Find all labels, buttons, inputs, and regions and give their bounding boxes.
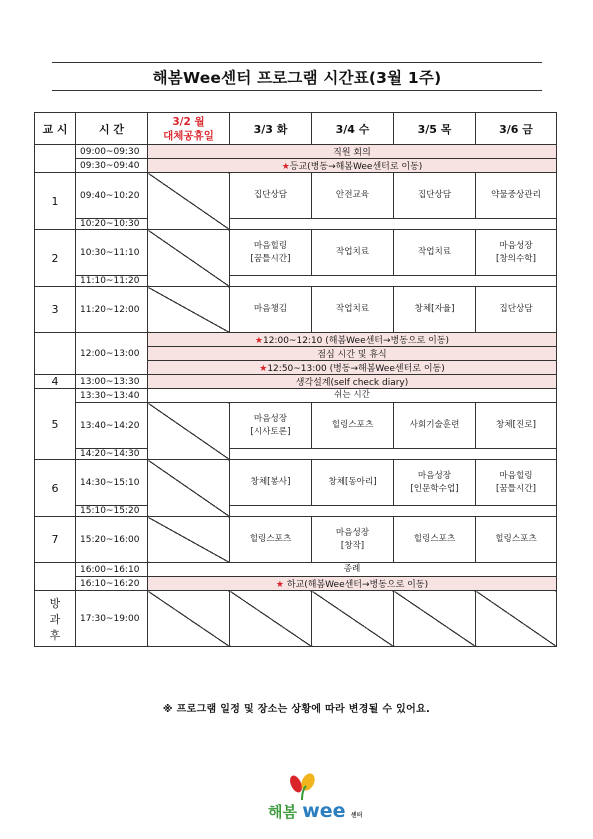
time-cell: 13:40~14:20 bbox=[76, 403, 148, 449]
period-number: 6 bbox=[35, 460, 76, 517]
class-cell: 창체[봉사] bbox=[230, 460, 312, 506]
star-icon: ★ bbox=[254, 336, 263, 346]
self-check-diary: 생각설계(self check diary) bbox=[148, 375, 557, 389]
title-bottom-line bbox=[52, 90, 542, 91]
table-row bbox=[35, 389, 557, 403]
table-row bbox=[35, 506, 557, 517]
table-row bbox=[35, 517, 557, 563]
period-cell-empty bbox=[35, 145, 76, 173]
class-cell: 마음성장 [시사토론] bbox=[230, 403, 312, 449]
class-cell: 마음챙김 bbox=[230, 287, 312, 333]
staff-meeting: 직원 회의 bbox=[148, 145, 557, 159]
class-cell: 마음성장 [창작] bbox=[312, 517, 394, 563]
header-tuesday: 3/3 화 bbox=[230, 113, 312, 145]
period-cell-empty bbox=[35, 333, 76, 375]
time-cell: 14:30~15:10 bbox=[76, 460, 148, 506]
period-number: 3 bbox=[35, 287, 76, 333]
empty-cell bbox=[230, 591, 312, 647]
class-cell: 마음성장 [인문학수업] bbox=[394, 460, 476, 506]
empty-cell bbox=[312, 591, 394, 647]
period-number: 5 bbox=[35, 389, 76, 460]
break-cell bbox=[230, 506, 557, 517]
class-cell: 힐링스포츠 bbox=[476, 517, 557, 563]
time-cell: 15:20~16:00 bbox=[76, 517, 148, 563]
time-cell: 11:10~11:20 bbox=[76, 276, 148, 287]
table-row bbox=[35, 591, 557, 647]
monday-empty-cell bbox=[148, 173, 230, 230]
class-cell: 작업치료 bbox=[394, 230, 476, 276]
time-cell: 13:00~13:30 bbox=[76, 375, 148, 389]
star-icon: ★ bbox=[281, 162, 290, 172]
class-cell: 창체[자율] bbox=[394, 287, 476, 333]
table-row bbox=[35, 460, 557, 506]
star-icon: ★ bbox=[275, 580, 284, 590]
monday-empty-cell bbox=[148, 287, 230, 333]
time-cell: 09:40~10:20 bbox=[76, 173, 148, 219]
time-cell: 14:20~14:30 bbox=[76, 449, 148, 460]
table-row bbox=[35, 230, 557, 276]
table-row bbox=[35, 219, 557, 230]
class-cell: 사회기술훈련 bbox=[394, 403, 476, 449]
class-cell: 힐링스포츠 bbox=[230, 517, 312, 563]
header-thursday: 3/5 목 bbox=[394, 113, 476, 145]
time-cell: 15:10~15:20 bbox=[76, 506, 148, 517]
monday-empty-cell bbox=[148, 460, 230, 517]
time-cell: 11:20~12:00 bbox=[76, 287, 148, 333]
empty-cell bbox=[148, 591, 230, 647]
class-cell: 창체[동아리] bbox=[312, 460, 394, 506]
class-cell: 안전교육 bbox=[312, 173, 394, 219]
header-wednesday: 3/4 수 bbox=[312, 113, 394, 145]
break-cell bbox=[230, 219, 557, 230]
time-cell: 16:10~16:20 bbox=[76, 577, 148, 591]
lunch-move-in: ★12:50~13:00 (병동→해봄Wee센터로 이동) bbox=[148, 361, 557, 375]
table-row bbox=[35, 145, 557, 159]
title-block bbox=[52, 62, 542, 91]
star-icon: ★ bbox=[259, 364, 268, 374]
table-row bbox=[35, 276, 557, 287]
dismissal-move: ★ 하교(해봄Wee센터→병동으로 이동) bbox=[148, 577, 557, 591]
logo-haebom: 해봄 bbox=[268, 803, 297, 821]
table-row bbox=[35, 563, 557, 577]
class-cell: 작업치료 bbox=[312, 230, 394, 276]
time-cell: 10:20~10:30 bbox=[76, 219, 148, 230]
header-time: 시 간 bbox=[76, 113, 148, 145]
logo-center: 센터 bbox=[350, 812, 363, 819]
schedule-note: ※ 프로그램 일정 및 장소는 상황에 따라 변경될 수 있어요. bbox=[162, 704, 431, 715]
lunch-move-out: ★12:00~12:10 (해봄Wee센터→병동으로 이동) bbox=[148, 333, 557, 347]
table-row bbox=[35, 159, 557, 173]
class-cell: 집단상담 bbox=[476, 287, 557, 333]
time-cell: 13:30~13:40 bbox=[76, 389, 148, 403]
header-monday bbox=[148, 113, 230, 145]
class-cell: 창체[진로] bbox=[476, 403, 557, 449]
logo-wee: wee bbox=[302, 800, 346, 822]
time-cell: 17:30~19:00 bbox=[76, 591, 148, 647]
page-title: 해봄Wee센터 프로그램 시간표(3월 1주) bbox=[152, 69, 442, 87]
rest-time: 쉬는 시간 bbox=[148, 389, 557, 403]
monday-empty-cell bbox=[148, 403, 230, 460]
header-monday-date: 3/2 월 bbox=[172, 115, 205, 128]
time-cell: 09:30~09:40 bbox=[76, 159, 148, 173]
class-cell: 마음힐링 [꿈틀시간] bbox=[476, 460, 557, 506]
timetable bbox=[34, 112, 557, 647]
time-cell: 09:00~09:30 bbox=[76, 145, 148, 159]
closing-meeting: 종례 bbox=[148, 563, 557, 577]
period-number: 1 bbox=[35, 173, 76, 230]
time-cell: 10:30~11:10 bbox=[76, 230, 148, 276]
header-period: 교 시 bbox=[35, 113, 76, 145]
break-cell bbox=[230, 276, 557, 287]
header-monday-holiday: 대체공휴일 bbox=[163, 129, 214, 142]
table-row bbox=[35, 375, 557, 389]
table-row bbox=[35, 577, 557, 591]
class-cell: 작업치료 bbox=[312, 287, 394, 333]
class-cell: 마음성장 [창의수학] bbox=[476, 230, 557, 276]
class-cell: 힐링스포츠 bbox=[312, 403, 394, 449]
after-school-label: 방 과 후 bbox=[35, 591, 76, 647]
time-cell: 16:00~16:10 bbox=[76, 563, 148, 577]
table-row bbox=[35, 449, 557, 460]
empty-cell bbox=[476, 591, 557, 647]
time-cell: 12:00~13:00 bbox=[76, 333, 148, 375]
table-row bbox=[35, 287, 557, 333]
lunch-break: 점심 시간 및 휴식 bbox=[148, 347, 557, 361]
class-cell: 힐링스포츠 bbox=[394, 517, 476, 563]
table-row bbox=[35, 403, 557, 449]
break-cell bbox=[230, 449, 557, 460]
period-number: 7 bbox=[35, 517, 76, 563]
class-cell: 마음힐링 [꿈틀시간] bbox=[230, 230, 312, 276]
empty-cell bbox=[394, 591, 476, 647]
arrival-move: ★등교(병동→해봄Wee센터로 이동) bbox=[148, 159, 557, 173]
period-number: 2 bbox=[35, 230, 76, 287]
monday-empty-cell bbox=[148, 230, 230, 287]
period-cell-empty bbox=[35, 563, 76, 591]
center-logo bbox=[268, 800, 362, 822]
table-row bbox=[35, 173, 557, 219]
class-cell: 집단상담 bbox=[230, 173, 312, 219]
period-number: 4 bbox=[35, 375, 76, 389]
header-row bbox=[35, 113, 557, 145]
header-friday: 3/6 금 bbox=[476, 113, 557, 145]
class-cell: 집단상담 bbox=[394, 173, 476, 219]
class-cell: 약물중상관리 bbox=[476, 173, 557, 219]
monday-empty-cell bbox=[148, 517, 230, 563]
table-row bbox=[35, 333, 557, 347]
